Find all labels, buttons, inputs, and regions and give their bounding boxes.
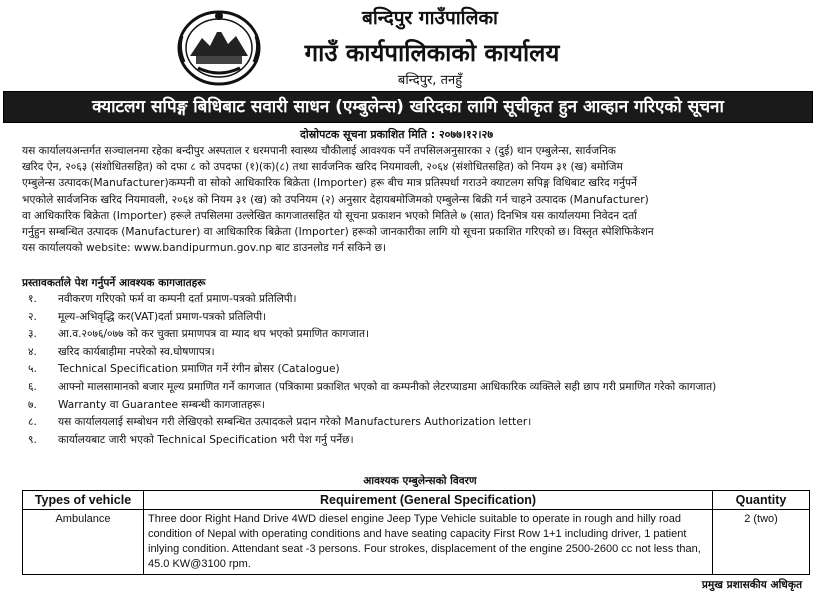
- list-item: [22, 362, 808, 378]
- list-item: [22, 292, 808, 308]
- office-address: बन्दिपुर, तनहुँ: [397, 73, 463, 88]
- list-item-number: ४.: [28, 345, 37, 358]
- table-row: [23, 510, 810, 575]
- list-item-text: कार्यालयबाट जारी भएको Technical Specification भरी पेश गर्नु पर्नेछ।: [58, 433, 354, 446]
- list-item-text: आ.व.२०७६/०७७ को कर चुक्ता प्रमाणपत्र वा म्याद थप भएको प्रमाणित कागजात।: [58, 328, 370, 341]
- intro-paragraph: [22, 143, 808, 256]
- notice-title: क्याटलग सपिङ्ग बिधिबाट सवारी साधन (एम्बुलेन्स) खरिदका लागि सूचीकृत हुन आव्हान गरिएको सूचना: [4, 92, 812, 122]
- vehicle-type-cell: Ambulance: [23, 510, 144, 575]
- intro-line: वा आधिकारिक बिक्रेता (Importer) हरूले तपसिलमा उल्लेखित कागजातसहित यो सूचना प्रकाशन भएको मितिले ७ (सात) दिनभित्र यस कार्यालयमा निवेदन दर्ता: [22, 209, 637, 222]
- column-header-type: Types of vehicle: [23, 491, 144, 510]
- list-item-text: यस कार्यालयलाई सम्बोधन गरी लेखिएको सम्बन्धित उत्पादकले प्रदान गरेको Manufacturers Authorization letter।: [58, 416, 532, 429]
- list-item-text: Warranty वा Guarantee सम्बन्धी कागजातहरू।: [58, 398, 265, 411]
- requirement-cell: Three door Right Hand Drive 4WD diesel engine Jeep Type Vehicle suitable to operate in rough and hilly road condition of Nepal with operating conditions and have seating capacity First Row 1+1 including driver, 1 patient inlying condition. Attendant seat -3 persons. Four strokes, displacement of the engine 2500-2600 cc not less than, 45.0 KW@3100 rpm.: [144, 510, 713, 575]
- office-name: गाउँ कार्यपालिकाको कार्यालय: [304, 39, 560, 67]
- vehicle-spec-table: [22, 490, 810, 575]
- list-item-text: खरिद कार्यबाहीमा नपरेको स्व.घोषणापत्र।: [58, 345, 215, 358]
- intro-line: गर्नुहुन सम्बन्धित उत्पादक (Manufacturer) वा आधिकारिक बिक्रेता (Importer) हरूको जानकारीका लागि यो सूचना प्रकाशित गरिएको छ। विस्तृत स्पेशिफिकेशन: [22, 226, 654, 239]
- list-item-text: Technical Specification प्रमाणित गर्ने रंगीन ब्रोसर (Catalogue): [58, 363, 340, 376]
- intro-line: एम्बुलेन्स उत्पादक(Manufacturer)कम्पनी वा सोको आधिकारिक बिक्रेता (Importer) हरू बीच मात्र प्रतिस्पर्धा गराउने क्याटलग सपिङ्ग विधिबाट खरिद गर्नुपर्ने: [22, 177, 637, 190]
- list-item: [22, 380, 808, 396]
- column-header-quantity: Quantity: [713, 491, 810, 510]
- list-item-text: आफ्नो मालसामानको बजार मूल्य प्रमाणित गर्ने कागजात (पत्रिकामा प्रकाशित भएको वा कम्पनीको लेटरप्याडमा आधिकारिक व्यक्तिले सही छाप गरी प्रमाणित गरेको कागजात): [58, 380, 717, 393]
- list-item: [22, 327, 808, 343]
- documents-heading: प्रस्तावकर्ताले पेश गर्नुपर्ने आवश्यक कागजातहरू: [22, 277, 206, 289]
- nepal-government-emblem-icon: [176, 6, 262, 86]
- documents-list: [22, 292, 808, 450]
- list-item-number: ९.: [28, 433, 37, 446]
- list-item-number: ७.: [28, 398, 37, 411]
- list-item-number: १.: [28, 293, 37, 305]
- list-item-text: नवीकरण गरिएको फर्म वा कम्पनी दर्ता प्रमाण-पत्रको प्रतिलिपी।: [58, 293, 297, 305]
- list-item: [22, 433, 808, 449]
- intro-line: यस कार्यालयअन्तर्गत सञ्चालनमा रहेका बन्दीपुर अस्पताल र धरमपानी स्वास्थ्य चौकीलाई आवश्यक पर्ने तपसिलअनुसारका २ (दुई) थान एम्बुलेन्स, सार्वजनिक: [22, 145, 616, 157]
- intro-line: यस कार्यालयको website: www.bandipurmun.gov.np बाट डाउनलोड गर्न सकिने छ।: [22, 242, 387, 255]
- list-item-number: ५.: [28, 363, 37, 376]
- list-item-number: २.: [28, 310, 37, 323]
- list-item-number: ३.: [28, 328, 37, 341]
- table-caption: आवश्यक एम्बुलेन्सको विवरण: [363, 475, 477, 487]
- quantity-cell: 2 (two): [713, 510, 810, 575]
- list-item-text: मूल्य-अभिवृद्धि कर(VAT)दर्ता प्रमाण-पत्रको प्रतिलिपी।: [58, 310, 267, 323]
- intro-line: खरिद ऐन, २०६३ (संशोधितसहित) को दफा ८ को उपदफा (१)(क)(८) तथा सार्वजनिक खरिद नियमावली, २०६४ (संशोधितसहित) को नियम ३१ (ख) बमोजिम: [22, 161, 623, 174]
- list-item: [22, 398, 808, 414]
- list-item-number: ६.: [28, 380, 37, 393]
- intro-line: भएकोले सार्वजनिक खरिद नियमावली, २०६४ को नियम ३१ (ख) को उपनियम (२) अनुसार देहायबमोजिमको एम्बुलेन्स बिक्री गर्न चाहने उत्पादक (Manufacturer): [22, 193, 649, 206]
- municipality-name: बन्दिपुर गाउँपालिका: [362, 7, 498, 29]
- list-item: [22, 310, 808, 326]
- signatory-title: प्रमुख प्रशासकीय अधिकृत: [701, 579, 802, 591]
- list-item-number: ८.: [28, 416, 37, 429]
- table-header-row: [23, 491, 810, 510]
- publish-date: दोस्रोपटक सूचना प्रकाशित मिति : २०७७।१२।२७: [300, 128, 494, 141]
- list-item: [22, 345, 808, 361]
- column-header-requirement: Requirement (General Specification): [144, 491, 713, 510]
- list-item: [22, 415, 808, 431]
